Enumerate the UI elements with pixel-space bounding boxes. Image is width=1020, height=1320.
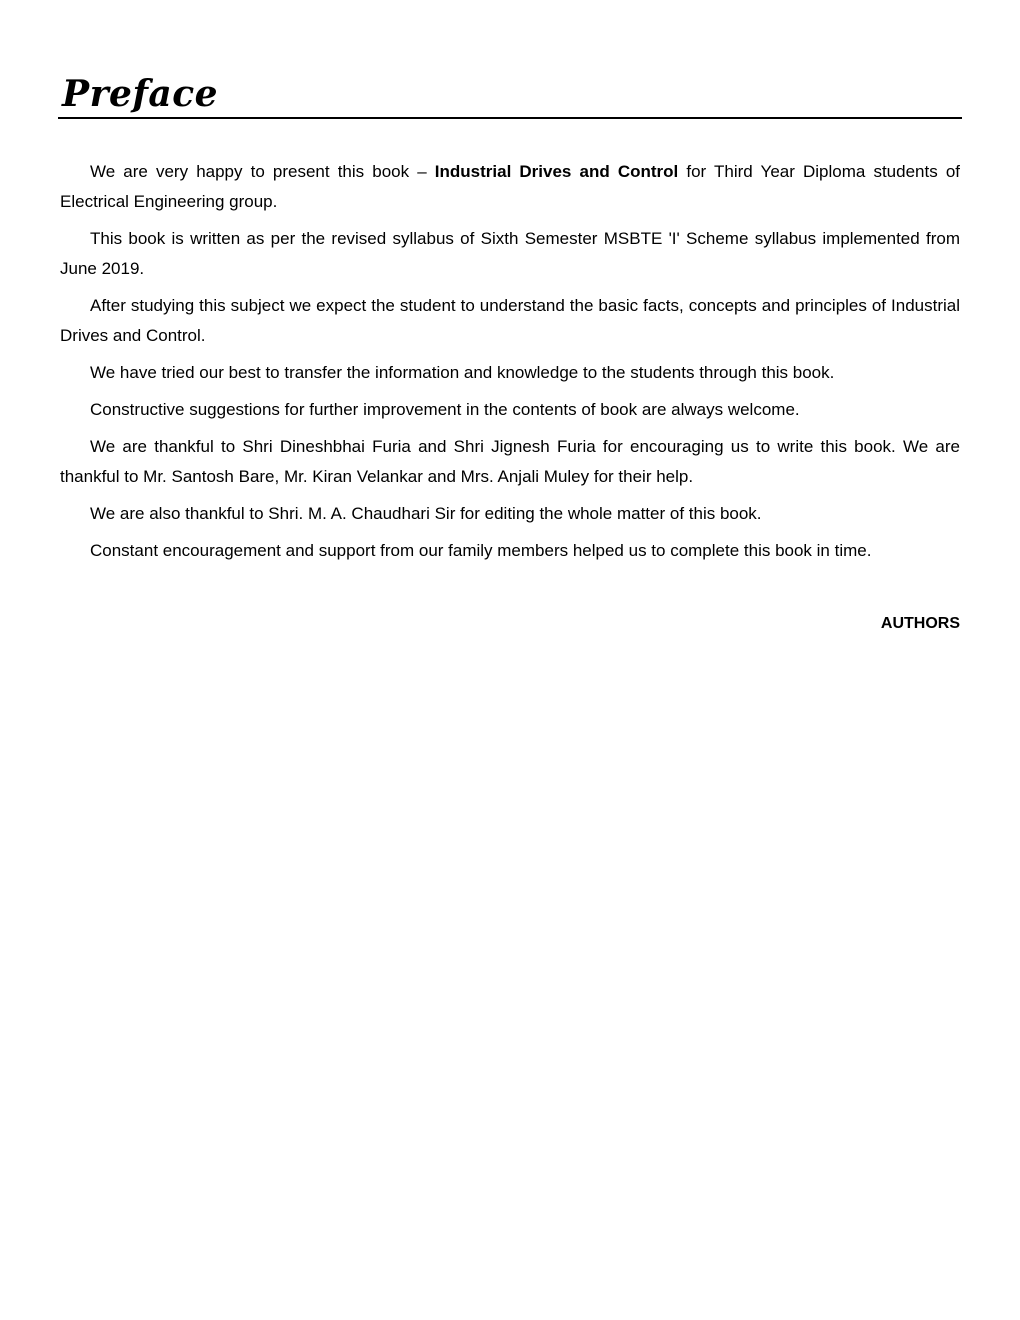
paragraph-syllabus: This book is written as per the revised syllabus of Sixth Semester MSBTE 'I' Scheme syllabus implemented from June 2019.: [60, 229, 960, 278]
page-title: Preface: [62, 73, 219, 115]
paragraph-objective: After studying this subject we expect the student to understand the basic facts, concepts and principles of Industrial Drives and Control.: [60, 296, 960, 345]
title-underline: [58, 117, 962, 119]
paragraph-intro-lead: We are very happy to present this book –: [90, 162, 435, 181]
paragraph-thanks-publishers: We are thankful to Shri Dineshbhai Furia and Shri Jignesh Furia for encouraging us to write this book. We are thankful to Mr. Santosh Bare, Mr. Kiran Velankar and Mrs. Anjali Muley for their help.: [60, 437, 960, 486]
book-title: Industrial Drives and Control: [434, 162, 679, 181]
paragraph-intro: [60, 157, 960, 217]
authors-signature: AUTHORS: [880, 615, 960, 632]
paragraph-intro-tail: for Third Year Diploma students of Electrical Engineering group.: [60, 162, 960, 211]
paragraph-thanks-family: Constant encouragement and support from our family members helped us to complete this book in time.: [90, 541, 872, 560]
paragraph-effort: We have tried our best to transfer the information and knowledge to the students through this book.: [90, 363, 835, 382]
preface-body: [60, 157, 960, 573]
paragraph-thanks-editor: We are also thankful to Shri. M. A. Chaudhari Sir for editing the whole matter of this book.: [90, 504, 762, 523]
paragraph-suggestions: Constructive suggestions for further improvement in the contents of book are always welcome.: [90, 400, 800, 419]
